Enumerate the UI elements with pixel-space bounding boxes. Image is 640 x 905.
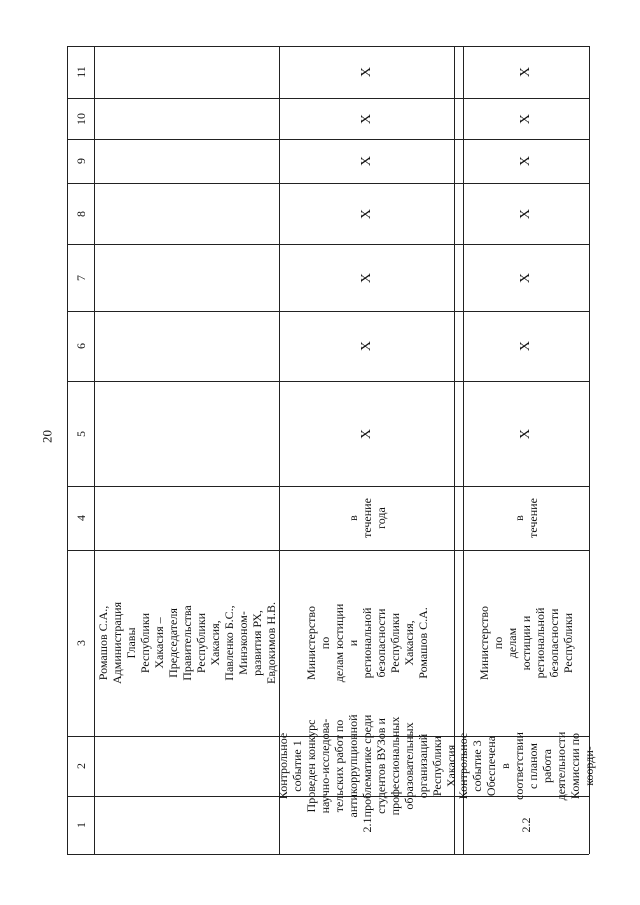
mark-cell-text: Х	[518, 113, 533, 124]
mark-cell-text: Х	[358, 113, 374, 124]
mark-cell	[279, 381, 454, 486]
mark-cell-text: Х	[358, 155, 374, 167]
responsible-cell-text: Ромашов С.А., Администрация Главы Республики Хакасия – Председателя Правительства Республики Хакасия, Павленко Б.С., Минэконом- развития РХ, Евдокимов Н.В.	[95, 601, 278, 685]
mark-cell	[279, 98, 454, 139]
mark-cell	[279, 183, 454, 244]
term-cell-text: в течение года	[345, 498, 388, 538]
mark-cell	[94, 139, 279, 183]
mark-cell	[94, 311, 279, 381]
mark-cell	[463, 98, 589, 139]
term-cell-text: в течение	[512, 498, 540, 538]
control-event-cell-text: Контрольное событие 1 Проведен конкурс научно-исследова- тельских работ по антикоррупционной проблематике среди студентов ВУЗов и профессиональных образовательных организаций Республики Хакасия	[275, 714, 458, 818]
mark-cell-text: Х	[518, 66, 533, 78]
column-header-9-text: 9	[73, 158, 88, 164]
column-header-2	[67, 736, 94, 796]
row-number	[463, 796, 589, 854]
column-header-11-text: 11	[73, 66, 88, 78]
row-number	[94, 796, 279, 854]
column-header-9	[67, 139, 94, 183]
mark-cell	[94, 244, 279, 311]
row-number-text: 2.1	[359, 817, 374, 833]
column-header-4	[67, 486, 94, 550]
mark-cell-text: Х	[358, 428, 374, 439]
term-cell	[463, 486, 589, 550]
column-header-6-text: 6	[73, 343, 88, 349]
mark-cell	[279, 139, 454, 183]
column-header-8-text: 8	[73, 210, 88, 217]
mark-cell-text: Х	[518, 340, 533, 352]
mark-cell-text: Х	[358, 340, 374, 352]
mark-cell	[94, 98, 279, 139]
page-number: 20	[39, 430, 55, 443]
mark-cell	[94, 381, 279, 486]
mark-cell	[463, 46, 589, 98]
responsible-cell	[279, 550, 454, 736]
column-header-3-text: 3	[73, 640, 88, 646]
mark-cell-text: Х	[358, 208, 374, 219]
control-event-cell	[275, 714, 458, 818]
responsible-cell-text: Министерство по делам юстиции и региональной безопасности Республики	[477, 606, 575, 680]
mark-cell	[279, 244, 454, 311]
term-cell	[94, 486, 279, 550]
column-header-5	[67, 381, 94, 486]
column-header-6	[67, 311, 94, 381]
column-header-3	[67, 550, 94, 736]
term-cell	[279, 486, 454, 550]
mark-cell	[279, 46, 454, 98]
table-rule-h	[67, 854, 589, 855]
mark-cell-text: Х	[518, 155, 533, 167]
column-header-7	[67, 244, 94, 311]
plan-table	[67, 46, 596, 854]
mark-cell-text: Х	[518, 272, 533, 283]
mark-cell	[463, 381, 589, 486]
mark-cell	[463, 183, 589, 244]
column-header-4-text: 4	[73, 515, 88, 521]
mark-cell	[94, 183, 279, 244]
column-header-8	[67, 183, 94, 244]
responsible-cell	[463, 550, 589, 736]
mark-cell-text: Х	[518, 208, 533, 219]
column-header-7-text: 7	[73, 274, 88, 281]
mark-cell	[94, 46, 279, 98]
control-event-cell-text: Контрольное событие 3 Обеспечена в соответствии с планом работа деятельности Комиссии по коорди-	[456, 731, 596, 801]
column-header-1	[67, 796, 94, 854]
column-header-11	[67, 46, 94, 98]
control-event-cell	[456, 731, 596, 801]
row-number-text: 2.2	[519, 817, 533, 833]
mark-cell-text: Х	[358, 66, 374, 78]
mark-cell-text: Х	[518, 428, 533, 439]
column-header-10	[67, 98, 94, 139]
column-header-5-text: 5	[73, 430, 88, 437]
column-header-10-text: 10	[73, 112, 88, 125]
mark-cell	[463, 311, 589, 381]
column-header-1-text: 1	[73, 822, 88, 828]
responsible-cell	[94, 550, 279, 736]
mark-cell	[279, 311, 454, 381]
mark-cell	[463, 244, 589, 311]
control-event-cell	[94, 736, 279, 796]
column-header-2-text: 2	[73, 763, 88, 769]
responsible-cell-text: Министерство по делам юстиции и региональной безопасности Республики Хакасия, Ромашов С.А.	[303, 603, 430, 683]
mark-cell-text: Х	[358, 272, 374, 283]
mark-cell	[463, 139, 589, 183]
